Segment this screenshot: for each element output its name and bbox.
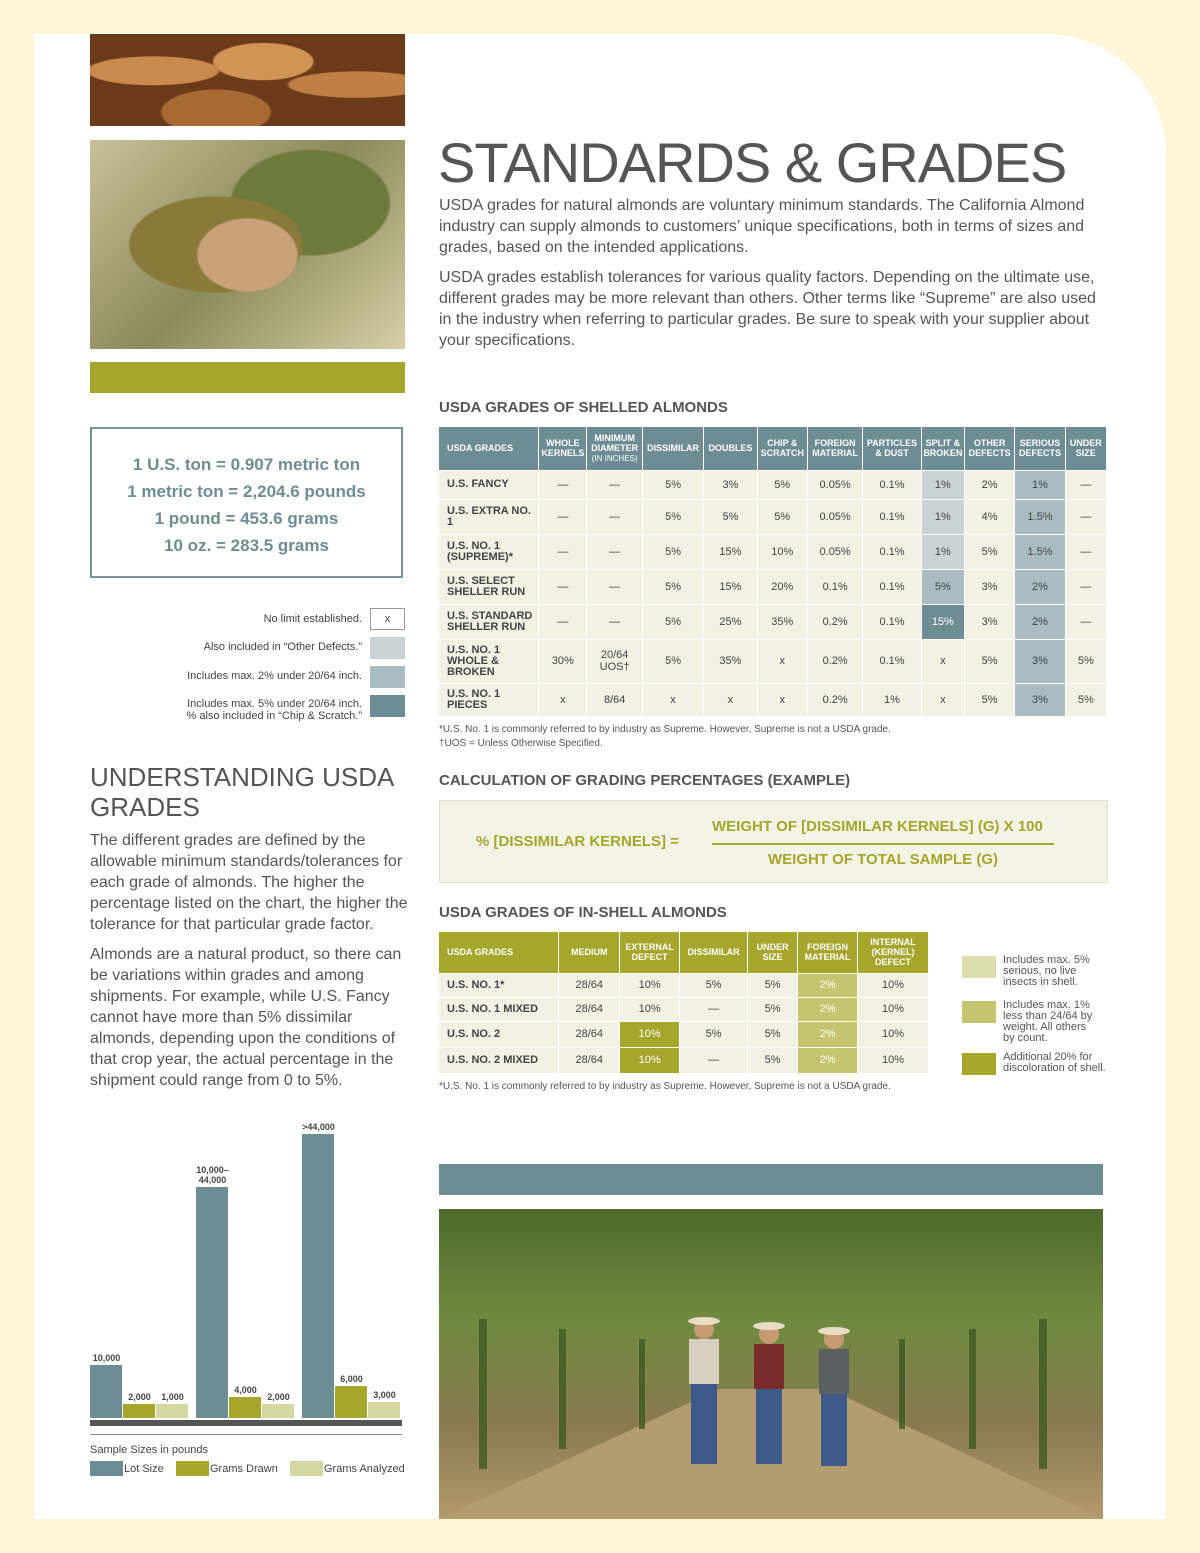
bar-value-label: 2,000 <box>128 1392 151 1402</box>
table-cell: 3% <box>964 604 1014 639</box>
table-cell: 5% <box>964 683 1014 716</box>
table-cell: 5% <box>748 997 798 1021</box>
table-cell: 5% <box>748 973 798 997</box>
legend-text: Also included in “Other Defects.” <box>203 641 362 653</box>
table-cell: — <box>587 499 642 534</box>
fraction-line <box>712 843 1054 845</box>
table-cell: 3% <box>704 470 757 499</box>
table-cell: — <box>1065 499 1106 534</box>
table-cell: 15% <box>921 604 964 639</box>
table-cell: — <box>539 569 587 604</box>
chart-legend-label: Lot Size <box>124 1463 164 1475</box>
table-cell: 28/64 <box>559 1021 620 1047</box>
calc-numerator: WEIGHT OF [DISSIMILAR KERNELS] (G) X 100 <box>712 818 1043 835</box>
teal-divider-bar <box>439 1164 1103 1195</box>
table-cell: x <box>757 683 807 716</box>
table-cell: 10% <box>620 997 680 1021</box>
bar-value-label: 6,000 <box>340 1374 363 1385</box>
table-cell: 5% <box>642 470 703 499</box>
legend-text: Includes max. 5% serious, no live insects in shell. <box>1003 954 1090 988</box>
table-cell: 0.2% <box>807 604 862 639</box>
table-cell: 35% <box>757 604 807 639</box>
table-cell: 15% <box>704 534 757 569</box>
table-cell: 2% <box>798 1021 858 1047</box>
table-cell: 0.1% <box>863 534 921 569</box>
table-cell: 1% <box>1015 470 1065 499</box>
chart-bar <box>262 1404 294 1418</box>
table-cell: — <box>680 997 748 1021</box>
understanding-paragraph: Almonds are a natural product, so there can be variations within grades and among shipments. For example, while U.S. Fancy cannot have more than 5% dissimilar almonds, depending upon the conditions of that crop year, the actual percentage in the shipment could range from 0 to 5%. <box>90 946 402 1089</box>
table-cell: 1% <box>921 534 964 569</box>
table-cell: 1.5% <box>1015 534 1065 569</box>
table-cell: — <box>1065 534 1106 569</box>
table-cell: 10% <box>858 1021 929 1047</box>
table-row <box>439 470 1107 499</box>
inshell-heading: USDA GRADES OF IN-SHELL ALMONDS <box>439 904 727 921</box>
grade-name: U.S. NO. 1 MIXED <box>439 997 559 1021</box>
table-cell: 2% <box>798 997 858 1021</box>
table-cell: 5% <box>757 499 807 534</box>
conversion-line: 1 pound = 453.6 grams <box>154 509 339 528</box>
shelled-legend <box>90 606 408 721</box>
table-cell: 5% <box>748 1047 798 1073</box>
table-cell: 5% <box>964 534 1014 569</box>
table-cell: — <box>539 604 587 639</box>
col-header: MINIMUM DIAMETER (IN INCHES) <box>587 427 642 470</box>
grade-name: U.S. EXTRA NO. 1 <box>439 499 539 534</box>
grade-name: U.S. NO. 1 WHOLE & BROKEN <box>439 639 539 683</box>
chart-bar <box>123 1404 155 1418</box>
table-cell: 1% <box>863 683 921 716</box>
table-cell: 5% <box>642 569 703 604</box>
table-cell: 10% <box>620 973 680 997</box>
table-row <box>439 1021 929 1047</box>
grade-name: U.S. NO. 2 <box>439 1021 559 1047</box>
table-cell: 2% <box>1015 604 1065 639</box>
conversion-line: 1 U.S. ton = 0.907 metric ton <box>132 455 361 474</box>
col-header: INTERNAL (KERNEL) DEFECT <box>858 932 929 973</box>
table-cell: 1% <box>921 499 964 534</box>
col-header: WHOLE KERNELS <box>539 427 587 470</box>
col-header: EXTERNAL DEFECT <box>620 932 680 973</box>
table-cell: 28/64 <box>559 997 620 1021</box>
table-cell: 0.1% <box>863 470 921 499</box>
table-cell: 28/64 <box>559 1047 620 1073</box>
grade-name: U.S. NO. 1* <box>439 973 559 997</box>
table-cell: 2% <box>1015 569 1065 604</box>
table-cell: 5% <box>680 1021 748 1047</box>
table-row <box>439 997 929 1021</box>
chart-rule <box>90 1434 402 1435</box>
table-cell: — <box>1065 470 1106 499</box>
chart-legend-label: Grams Analyzed <box>324 1463 405 1475</box>
understanding-heading: UNDERSTANDING USDA GRADES <box>90 762 395 822</box>
shelled-table <box>439 427 1107 716</box>
legend-text: Includes max. 2% under 20/64 inch. <box>187 670 362 682</box>
legend-swatch-dark <box>370 695 405 717</box>
table-cell: 0.1% <box>807 569 862 604</box>
legend-swatch-mid <box>962 1001 996 1023</box>
table-cell: 0.05% <box>807 470 862 499</box>
bar-value-label: 2,000 <box>267 1392 290 1402</box>
table-cell: 0.05% <box>807 534 862 569</box>
col-header: PARTICLES & DUST <box>863 427 921 470</box>
legend-text: Includes max. 5% under 20/64 inch. <box>187 698 362 710</box>
table-cell: — <box>539 470 587 499</box>
grade-name: U.S. NO. 2 MIXED <box>439 1047 559 1073</box>
grade-name: U.S. STANDARD SHELLER RUN <box>439 604 539 639</box>
legend-text: Includes max. 1% less than 24/64 by weight. All others by count. <box>1003 999 1093 1044</box>
table-cell: 5% <box>680 973 748 997</box>
table-cell: 5% <box>1065 639 1106 683</box>
table-cell: x <box>704 683 757 716</box>
grade-name: U.S. FANCY <box>439 470 539 499</box>
table-cell: 5% <box>921 569 964 604</box>
bar-value-label: 3,000 <box>373 1390 396 1401</box>
col-header: DISSIMILAR <box>642 427 703 470</box>
bar-value-label: 1,000 <box>161 1392 184 1402</box>
table-cell: 5% <box>748 1021 798 1047</box>
table-cell: 5% <box>964 639 1014 683</box>
col-header: UNDER SIZE <box>748 932 798 973</box>
almond-shell-photo <box>90 140 405 349</box>
chart-title: Sample Sizes in pounds <box>90 1444 209 1456</box>
intro-paragraph: USDA grades for natural almonds are voluntary minimum standards. The California Almond industry can supply almonds to customers’ unique specifications, both in terms of sizes and grades, based on the intended applications. <box>439 197 1085 256</box>
table-cell: — <box>680 1047 748 1073</box>
bar-value-label: 10,000 <box>92 1353 121 1364</box>
grade-name: U.S. NO. 1 (SUPREME)* <box>439 534 539 569</box>
table-cell: 0.05% <box>807 499 862 534</box>
table-cell: 20% <box>757 569 807 604</box>
table-cell: 2% <box>798 973 858 997</box>
col-header: MEDIUM <box>559 932 620 973</box>
chart-bar <box>196 1187 228 1418</box>
table-cell: 10% <box>620 1047 680 1073</box>
col-header: OTHER DEFECTS <box>964 427 1014 470</box>
table-row <box>439 604 1107 639</box>
table-row <box>439 534 1107 569</box>
conversion-line: 1 metric ton = 2,204.6 pounds <box>127 482 366 501</box>
intro-paragraph: USDA grades establish tolerances for various quality factors. Depending on the ultimate use, different grades may be more relevant than others. Other terms like “Supreme” are also used in the industry when referring to particular grades. Be sure to speak with your supplier about your specifications. <box>439 269 1096 349</box>
inshell-footnote: *U.S. No. 1 is commonly referred to by industry as Supreme. However, Supreme is not a USDA grade. <box>439 1081 891 1092</box>
table-cell: x <box>757 639 807 683</box>
orchard-photo <box>439 1209 1103 1519</box>
table-cell: — <box>539 499 587 534</box>
table-cell: — <box>587 604 642 639</box>
table-cell: 5% <box>757 470 807 499</box>
inshell-table <box>439 932 929 1073</box>
table-cell: — <box>587 569 642 604</box>
table-cell: 0.1% <box>863 499 921 534</box>
calc-heading: CALCULATION OF GRADING PERCENTAGES (EXAMPLE) <box>439 772 851 789</box>
table-cell: 5% <box>704 499 757 534</box>
table-cell: 10% <box>757 534 807 569</box>
table-cell: — <box>587 534 642 569</box>
table-cell: 10% <box>858 973 929 997</box>
table-cell: — <box>587 470 642 499</box>
legend-text: Additional 20% for discoloration of shell. <box>1003 1051 1106 1074</box>
table-cell: x <box>539 683 587 716</box>
page-title: STANDARDS & GRADES <box>438 131 1067 194</box>
legend-text: No limit established. <box>263 613 362 625</box>
table-cell: 3% <box>1015 639 1065 683</box>
table-cell: 10% <box>858 1047 929 1073</box>
bar-value-label: 4,000 <box>234 1384 257 1395</box>
table-cell: 4% <box>964 499 1014 534</box>
conversion-box <box>90 427 403 578</box>
table-row <box>439 973 929 997</box>
table-row <box>439 1047 929 1073</box>
table-cell: 20/64 UOS† <box>587 639 642 683</box>
table-cell: 5% <box>642 534 703 569</box>
calc-formula-box <box>439 800 1108 883</box>
table-cell: 10% <box>858 997 929 1021</box>
sample-size-chart <box>90 1110 408 1482</box>
table-cell: 0.2% <box>807 639 862 683</box>
table-cell: 0.1% <box>863 639 921 683</box>
table-row <box>439 683 1107 716</box>
table-cell: 5% <box>1065 683 1106 716</box>
chart-baseline <box>90 1420 402 1426</box>
table-cell: 1% <box>921 470 964 499</box>
table-cell: x <box>642 683 703 716</box>
orchard-illustration <box>439 1209 1103 1519</box>
table-cell: 3% <box>964 569 1014 604</box>
chart-legend-label: Grams Drawn <box>210 1463 278 1475</box>
table-cell: 35% <box>704 639 757 683</box>
table-cell: 28/64 <box>559 973 620 997</box>
legend-text: % also included in “Chip & Scratch.” <box>186 710 362 722</box>
chart-legend-swatch <box>176 1461 209 1476</box>
table-row <box>439 639 1107 683</box>
table-cell: 15% <box>704 569 757 604</box>
table-cell: 0.2% <box>807 683 862 716</box>
table-cell: 25% <box>704 604 757 639</box>
col-header: FOREIGN MATERIAL <box>807 427 862 470</box>
legend-swatch-none: x <box>370 608 405 630</box>
col-header: USDA GRADES <box>439 932 559 973</box>
legend-swatch-pale <box>962 956 996 978</box>
table-cell: 0.1% <box>863 604 921 639</box>
table-cell: 2% <box>964 470 1014 499</box>
table-cell: 0.1% <box>863 569 921 604</box>
legend-swatch-olive <box>962 1053 996 1075</box>
bar-value-label: >44,000 <box>302 1122 335 1132</box>
chart-legend-swatch <box>90 1461 123 1476</box>
table-cell: 5% <box>642 604 703 639</box>
table-cell: 1.5% <box>1015 499 1065 534</box>
col-header: SERIOUS DEFECTS <box>1015 427 1065 470</box>
table-cell: 5% <box>642 499 703 534</box>
table-cell: x <box>921 683 964 716</box>
shelled-heading: USDA GRADES OF SHELLED ALMONDS <box>439 399 728 416</box>
col-header: FOREIGN MATERIAL <box>798 932 858 973</box>
table-cell: — <box>1065 569 1106 604</box>
table-cell: 10% <box>620 1021 680 1047</box>
conversion-line: 10 oz. = 283.5 grams <box>164 536 329 555</box>
olive-divider-bar <box>90 362 405 393</box>
bar-value-label: 10,000– 44,000 <box>196 1164 229 1185</box>
col-header: USDA GRADES <box>439 427 539 470</box>
table-cell: 3% <box>1015 683 1065 716</box>
table-cell: — <box>1065 604 1106 639</box>
legend-swatch-medium <box>370 666 405 688</box>
shelled-footnote: †UOS = Unless Otherwise Specified. <box>439 738 603 749</box>
chart-bar <box>156 1404 188 1418</box>
chart-legend-swatch <box>290 1461 323 1476</box>
grade-name: U.S. NO. 1 PIECES <box>439 683 539 716</box>
table-cell: 8/64 <box>587 683 642 716</box>
inshell-legend <box>962 954 1122 1079</box>
table-cell: 5% <box>642 639 703 683</box>
almonds-photo <box>90 34 405 126</box>
col-header: DOUBLES <box>704 427 757 470</box>
legend-swatch-light <box>370 637 405 659</box>
table-row <box>439 569 1107 604</box>
calc-lhs: % [DISSIMILAR KERNELS] = <box>476 833 679 850</box>
calc-denominator: WEIGHT OF TOTAL SAMPLE (G) <box>768 851 998 868</box>
chart-bar <box>368 1402 400 1418</box>
grade-name: U.S. SELECT SHELLER RUN <box>439 569 539 604</box>
table-row <box>439 499 1107 534</box>
understanding-paragraph: The different grades are defined by the allowable minimum standards/tolerances for each grade of almonds. The higher the percentage listed on the chart, the higher the tolerance for that particular grade factor. <box>90 832 408 933</box>
table-cell: x <box>921 639 964 683</box>
table-cell: 30% <box>539 639 587 683</box>
col-header: UNDER SIZE <box>1065 427 1106 470</box>
table-cell: 2% <box>798 1047 858 1073</box>
col-header: SPLIT & BROKEN <box>921 427 964 470</box>
col-header: DISSIMILAR <box>680 932 748 973</box>
col-header: CHIP & SCRATCH <box>757 427 807 470</box>
shelled-footnote: *U.S. No. 1 is commonly referred to by industry as Supreme. However, Supreme is not a USDA grade. <box>439 724 891 735</box>
table-cell: — <box>539 534 587 569</box>
